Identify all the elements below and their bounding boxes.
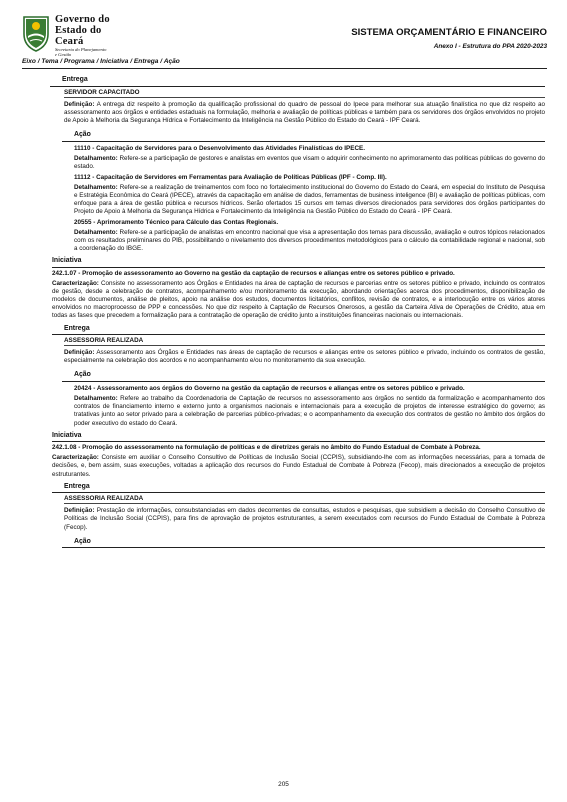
logo-line-3: Secretaria do Planejamento <box>55 47 107 52</box>
detail-text: Refere-se a participação de analistas em encontro nacional que visa a apresentação dos temas para discussão, avaliação e outros tópicos relacionados com os resultados preliminares do PIB, possibilitando o nivelamento dos diversos procedimentos metodológicos para o cálculo da contabilidade regional e nacional, sob a coordenação do IBGE. <box>74 229 545 253</box>
characterization-label: Caracterização: <box>52 280 99 288</box>
acao-heading: Ação <box>62 128 545 142</box>
logo-line-1: Governo do <box>55 14 110 25</box>
definition-label: Definição: <box>64 507 95 515</box>
page-number: 205 <box>278 781 289 788</box>
entrega-name: ASSESSORIA REALIZADA <box>64 337 545 346</box>
entrega-definition <box>64 507 545 531</box>
state-coat-of-arms-icon <box>22 14 50 52</box>
acao-block <box>52 145 545 254</box>
detail-text: Refere-se a realização de treinamentos com foco no fortalecimento institucional do Governo do Estado do Ceará, em especial do Instituto de Pesquisa e Estratégia Econômica do Ceará (IPECE), através da capacitação em análise de dados, ferramentas de business inteligence (BI) e avaliação de políticas públicas, com enfoque para a área de gestão pública e recursos hídricos. Serão ofertados 15 cursos em temas diversos direcionados para servidores dos órgãos participantes do Projeto de Apoio à Melhoria da Segurança Hídrica e Fortalecimento da Inteligência na Gestão Público do Estado do Ceará - IPF Ceará. <box>74 184 545 216</box>
action-title: 20555 - Aprimoramento Técnico para Cálculo das Contas Regionais. <box>74 219 279 227</box>
definition-label: Definição: <box>64 349 95 357</box>
entrega-heading: Entrega <box>52 324 545 336</box>
entrega-block <box>52 89 545 125</box>
page-header <box>22 12 547 56</box>
iniciativa-title: 242.1.07 - Promoção de assessoramento ao Governo na gestão da captação de recursos e alianças entre os setores público e privado. <box>52 270 455 278</box>
action-title: 20424 - Assessoramento aos órgãos do Governo na gestão da captação de recursos e alianças entre os setores público e privado. <box>74 385 465 393</box>
entrega-block <box>52 495 545 531</box>
entrega-heading: Entrega <box>50 75 545 87</box>
detail-label: Detalhamento: <box>74 395 118 403</box>
action-detail <box>74 155 545 171</box>
logo-line-4: e Gestão <box>55 52 72 57</box>
hierarchy-path: Eixo / Tema / Programa / Iniciativa / Entrega / Ação <box>22 58 547 69</box>
definition-text: A entrega diz respeito à promoção da qualificação profissional do quadro de pessoal do Ipece para melhorar sua atuação finalística no que diz respeito ao assessoramento aos órgãos e entidades estaduais na formulação, melhoria e avaliação de políticas públicas e também para os servidores dos órgãos envolvidos no projeto de Apoio à Melhoria da Segurança Hídrica e Fortalecimento da Inteligência na Gestão Público do Estado do Ceará - IPF Ceará. <box>64 100 546 124</box>
definition-label: Definição: <box>64 100 95 108</box>
annex-subtitle: Anexo I - Estrutura do PPA 2020-2023 <box>433 43 547 50</box>
iniciativa-block <box>52 444 545 478</box>
acao-heading: Ação <box>62 535 545 549</box>
detail-text: Refere ao trabalho da Coordenadoria de Captação de recursos no assessoramento aos órgãos no sentido da formalização e acompanhamento dos contratos de financiamento interno e externo junto a organismos nacionais e internacionais para a execução de projetos de interesse estratégico do governo; as tratativas junto ao setor privado para a celebração de parcerias público-privadas; e o acompanhamento da execução dos contratos de gestão no âmbito dos órgãos do poder executivo do estado do Ceará. <box>74 395 546 427</box>
definition-text: Assessoramento aos Órgãos e Entidades nas áreas de captação de recursos e alianças entre os setores público e privado, incluindo os contratos de gestão, especialmente na celebração dos acordos e no acompanhamento e/ou no monitoramento da sua execução. <box>64 349 545 365</box>
detail-text: Refere-se a participação de gestores e analistas em eventos que visam o adquirir conhecimento no aprimoramento das políticas públicas do governo do estado. <box>74 154 546 170</box>
entrega-name: ASSESSORIA REALIZADA <box>64 495 545 504</box>
characterization-label: Caracterização: <box>52 454 99 462</box>
acao-block <box>52 385 545 427</box>
iniciativa-heading: Iniciativa <box>52 256 545 268</box>
government-logo <box>22 12 132 56</box>
logo-line-2: Estado do Ceará <box>55 25 102 47</box>
system-title: SISTEMA ORÇAMENTÁRIO E FINANCEIRO <box>351 27 547 38</box>
acao-heading: Ação <box>62 368 545 382</box>
entrega-heading: Entrega <box>52 482 545 494</box>
detail-label: Detalhamento: <box>74 229 118 237</box>
iniciativa-block <box>52 270 545 320</box>
logo-text <box>55 14 132 57</box>
detail-label: Detalhamento: <box>74 154 118 162</box>
iniciativa-characterization <box>52 454 545 478</box>
iniciativa-heading: Iniciativa <box>52 431 545 443</box>
iniciativa-title: 242.1.08 - Promoção do assessoramento na formulação de políticas e de diretrizes gerais no âmbito do Fundo Estadual de Combate à Pobreza. <box>52 444 481 452</box>
characterization-text: Consiste no assessoramento aos Órgãos e Entidades na área de captação de recursos e parcerias entre os setores público e privado, incluindo os contratos de gestão, desde a celebração de contratos, acompanhamento e/ou monitoramento da execução, abordando orientações acerca dos procedimentos, disponibilização de modelos de documentos, análise de pleitos, apoio na análise dos estudos, documentos licitatórios, conflitos, revisão de contratos, e a interlocução entre os vários atores envolvidos no macroprocesso de PPP e concessões. No que diz respeito à Captação de Recursos Onerosos, a gestão da Carteira Ativa de Operações de Crédito, atua em todas as fases que precedem a formalização para a contratação de operação de crédito junto a instituições financeiras nacionais ou internacionais. <box>52 280 546 320</box>
entrega-block <box>52 337 545 365</box>
definition-text: Prestação de informações, consubstanciadas em dados decorrentes de consultas, estudos e pesquisas, que subsidiem a decisão do Conselho Consultivo de Políticas de Inclusão Social (CCPIS), para fins de aprovação de projetos estruturantes, a serem executados com recursos do Fundo Estadual de Combate à Pobreza (Fecop). <box>64 507 545 531</box>
action-detail <box>74 184 545 216</box>
document-body <box>52 75 545 551</box>
entrega-name: SERVIDOR CAPACITADO <box>64 89 545 98</box>
entrega-definition <box>64 101 545 125</box>
characterization-text: Consiste em auxiliar o Conselho Consultivo de Políticas de Inclusão Social (CCPIS), subsidiando-lhe com as informações necessárias, para a tomada de decisões, e, bem assim, suas execuções, voltadas a aplicação dos recursos do Fundo Estadual de Combate à Pobreza (Fecop), mais direcionados a execução de projetos estruturantes. <box>52 454 546 478</box>
action-detail <box>74 229 545 253</box>
iniciativa-characterization <box>52 280 545 320</box>
action-detail <box>74 395 545 427</box>
detail-label: Detalhamento: <box>74 184 118 192</box>
entrega-definition <box>64 349 545 365</box>
action-title: 11110 - Capacitação de Servidores para o Desenvolvimento das Atividades Finalísticas do IPECE. <box>74 144 365 152</box>
action-title: 11112 - Capacitação de Servidores em Ferramentas para Avaliação de Políticas Públicas (IPF - Comp. III). <box>74 173 387 181</box>
